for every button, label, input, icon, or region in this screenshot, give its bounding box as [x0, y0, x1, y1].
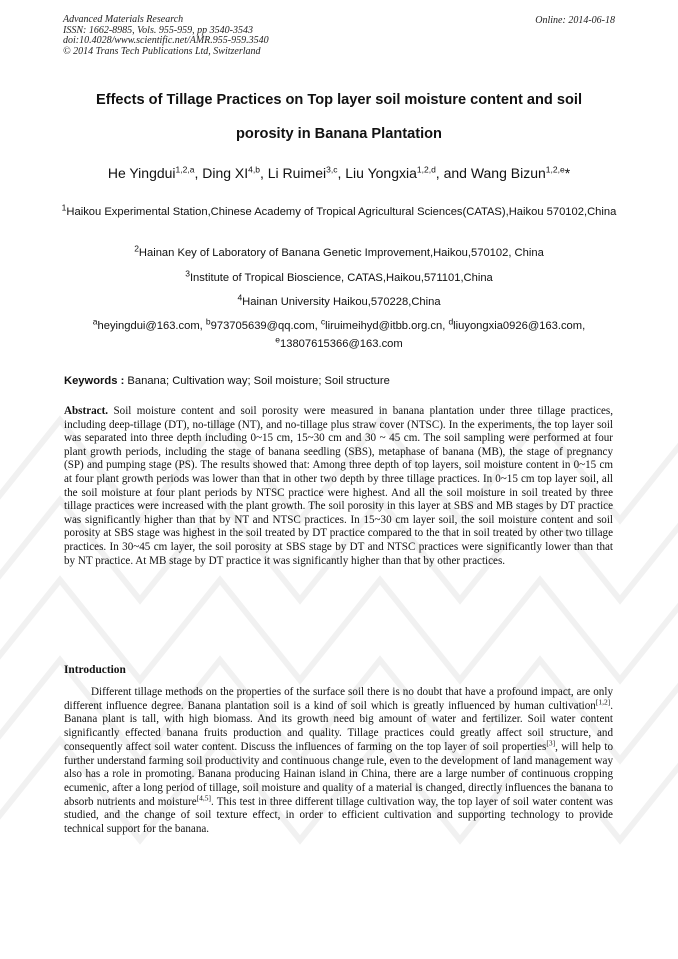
author-name: Ding XI	[202, 165, 249, 181]
section-heading-introduction: Introduction	[64, 664, 126, 676]
author-separator: ,	[259, 165, 268, 181]
author-name: Liu Yongxia	[345, 165, 417, 181]
intro-text: Different tillage methods on the properties of the surface soil there is no doubt that have a profound impact, are only different influence degree. Banana plantation soil is a kind of soil which is greatly influenced by human cultivation	[64, 686, 613, 712]
affiliation-text: Institute of Tropical Bioscience, CATAS,Haikou,571101,China	[189, 272, 493, 284]
paper-title-line-1: Effects of Tillage Practices on Top layer soil moisture content and soil	[95, 92, 583, 108]
journal-metadata	[63, 15, 269, 57]
citation: [3]	[546, 738, 556, 748]
copyright-line: © 2014 Trans Tech Publications Ltd, Switzerland	[63, 45, 261, 57]
author-name: Li Ruimei	[267, 165, 327, 181]
affiliation-sup: 1	[61, 202, 67, 213]
author-name: He Yingdui	[107, 165, 176, 181]
author-sup: 1,2,a	[175, 164, 195, 175]
email-a: heyingdui@163.com,	[97, 320, 206, 332]
email-sup: b	[205, 316, 211, 327]
author-sup: 4,b	[248, 164, 260, 175]
affiliation-sup: 2	[134, 243, 139, 254]
journal-name: Advanced Materials Research	[63, 14, 184, 25]
citation: [1,2]	[595, 697, 611, 707]
keywords-label: Keywords :	[64, 375, 128, 387]
paper-title-line-2: porosity in Banana Plantation	[236, 126, 442, 142]
author-separator: ,	[194, 165, 203, 181]
affiliation-2	[40, 244, 638, 262]
intro-text: . This test in three different tillage cultivation way, the top layer of soil water content was studied, and the change of soil texture effect, in order to efficient cultivation and supporting technology to provide technical support for the banana.	[64, 795, 613, 836]
email-c: liruimeihyd@itbb.org.cn,	[325, 320, 449, 332]
author-sup: 3,c	[326, 164, 338, 175]
email-sup: e	[275, 334, 280, 345]
keywords	[64, 375, 390, 387]
affiliation-text: Haikou Experimental Station,Chinese Academy of Tropical Agricultural Sciences(CATAS),Haikou 570102,China	[66, 206, 617, 218]
author-sup: 1,2,e	[545, 164, 565, 175]
keywords-text: Banana; Cultivation way; Soil moisture; Soil structure	[127, 375, 390, 387]
affiliation-3	[40, 269, 638, 287]
citation: [4,5]	[196, 792, 212, 802]
affiliation-text: Hainan Key of Laboratory of Banana Genetic Improvement,Haikou,570102, China	[138, 247, 544, 259]
introduction-paragraph	[64, 686, 613, 837]
author-separator: , and	[435, 165, 471, 181]
affiliation-4	[40, 293, 638, 311]
email-d: liuyongxia0926@163.com,	[453, 320, 586, 332]
email-list	[40, 317, 638, 353]
doi-line: doi:10.4028/www.scientific.net/AMR.955-959.3540	[63, 35, 269, 47]
online-date: Online: 2014-06-18	[535, 15, 615, 26]
intro-text: . Banana plant is tall, with high biomass. And its growth need big amount of water and fertilizer. Soil water content significantly effected banana fruits production and quality. Tillage practices could greatly affect soil structure, and consequently affect soil water content. Discuss the influences of farming on the top layer of soil properties	[64, 699, 613, 753]
email-sup: d	[448, 316, 454, 327]
email-b: 973705639@qq.com,	[210, 320, 321, 332]
affiliation-1	[40, 203, 638, 221]
intro-text: , will help to further understand farming soil productivity and continuous change rule, even to the development of land management way also has a role in promoting. Banana producing Hainan island in China, there are a large number of continuous cropping ecumenic, after a long period of tillage, soil moisture and quality of a material is changed, directly influences the banana to absorb nutrients and moisture	[64, 740, 613, 808]
email-sup: c	[320, 316, 326, 327]
abstract	[64, 405, 613, 568]
corresponding-author-mark: *	[564, 165, 571, 181]
abstract-label: Abstract.	[64, 405, 109, 417]
affiliation-sup: 3	[185, 268, 190, 279]
author-name: Wang Bizun	[470, 165, 546, 181]
author-separator: ,	[337, 165, 346, 181]
author-sup: 1,2,d	[416, 164, 436, 175]
affiliation-sup: 4	[237, 292, 243, 303]
abstract-text: Soil moisture content and soil porosity were measured in banana plantation under three tillage practices, including deep-tillage (DT), no-tillage (NT), and no-tillage plus straw cover (NTSC). In the experiments, the top layer soil was separated into three depth including 0~15 cm, 15~30 cm and 30 ~ 45 cm. The soil sampling were performed at four plant growth periods, including the stage of banana seedling (SBS), metaphase of banana (MB), the stage of pregnancy (SP) and pumping stage (PS). The results showed that: Among three depth of top layers, soil moisture content in 0~15 cm at four plant growth periods was lower than that in other two depth by three tillage practices. In 0~15 cm top layer soil, all the soil moisture at four plant periods by NTSC practice were highest. And all the soil moisture in soil treated by three tillage practices were increased with the plant growth. The soil porosity in this layer at SBS and MB stages by DT practice was significantly higher than that by NT and NTSC practices. In 15~30 cm layer soil, the soil moisture content and soil porosity at SBS stage was highest in the soil treated by DT practice compared to the that in soil treated by other two tillage practices. In 30~45 cm layer, the soil porosity at SBS stage by DT and NTSC practices were significantly lower than that by NT practice. At MB stage by DT practice it was significantly higher than that by other practices.	[64, 405, 613, 567]
issn-line: ISSN: 1662-8985, Vols. 955-959, pp 3540-3543	[63, 24, 253, 36]
email-sup: a	[92, 316, 98, 327]
affiliation-text: Hainan University Haikou,570228,China	[242, 296, 441, 308]
email-e: 13807615366@163.com	[280, 338, 403, 350]
author-list	[20, 165, 658, 181]
